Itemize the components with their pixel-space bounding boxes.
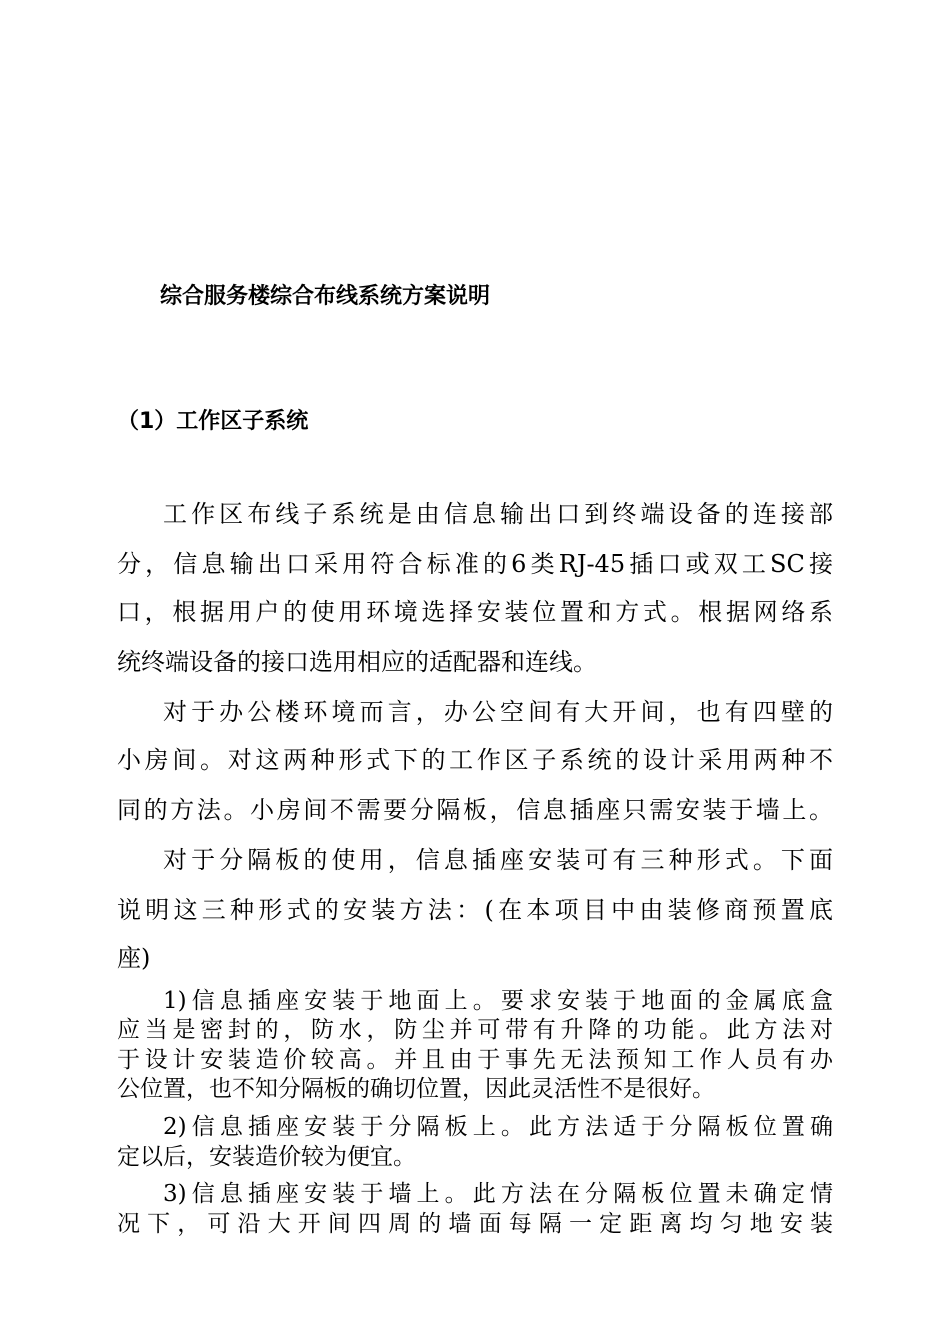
paragraph-line: 统终端设备的接口选用相应的适配器和连线。: [117, 648, 597, 676]
paragraph-line: 座): [117, 944, 151, 972]
paragraph-line: 同的方法。小房间不需要分隔板，信息插座只需安装于墙上。: [117, 796, 833, 824]
paragraph-line: 工作区布线子系统是由信息输出口到终端设备的连接部: [163, 500, 833, 528]
list-item-line: 况下，可沿大开间四周的墙面每隔一定距离均匀地安装: [117, 1211, 833, 1237]
document-title: 综合服务楼综合布线系统方案说明: [160, 284, 491, 309]
paragraph-line: 小房间。对这两种形式下的工作区子系统的设计采用两种不: [117, 746, 833, 774]
paragraph-line: 说明这三种形式的安装方法：(在本项目中由装修商预置底: [117, 896, 833, 924]
paragraph-line: 对于分隔板的使用，信息插座安装可有三种形式。下面: [163, 846, 833, 874]
list-item-line: 3)信息插座安装于墙上。此方法在分隔板位置未确定情: [163, 1181, 833, 1207]
list-item-line: 于设计安装造价较高。并且由于事先无法预知工作人员有办: [117, 1047, 833, 1073]
section-heading: （1）工作区子系统: [117, 409, 309, 434]
paragraph-line: 对于办公楼环境而言，办公空间有大开间，也有四壁的: [163, 698, 833, 726]
list-item-line: 2)信息插座安装于分隔板上。此方法适于分隔板位置确: [163, 1114, 833, 1140]
list-item-line: 1)信息插座安装于地面上。要求安装于地面的金属底盒: [163, 988, 833, 1014]
list-item-line: 应当是密封的，防水，防尘并可带有升降的功能。此方法对: [117, 1017, 833, 1043]
paragraph-line: 口，根据用户的使用环境选择安装位置和方式。根据网络系: [117, 598, 833, 626]
list-item-line: 定以后，安装造价较为便宜。: [117, 1144, 416, 1170]
paragraph-line: 分，信息输出口采用符合标准的6类RJ-45插口或双工SC接: [117, 550, 833, 578]
list-item-line: 公位置，也不知分隔板的确切位置，因此灵活性不是很好。: [117, 1076, 715, 1102]
